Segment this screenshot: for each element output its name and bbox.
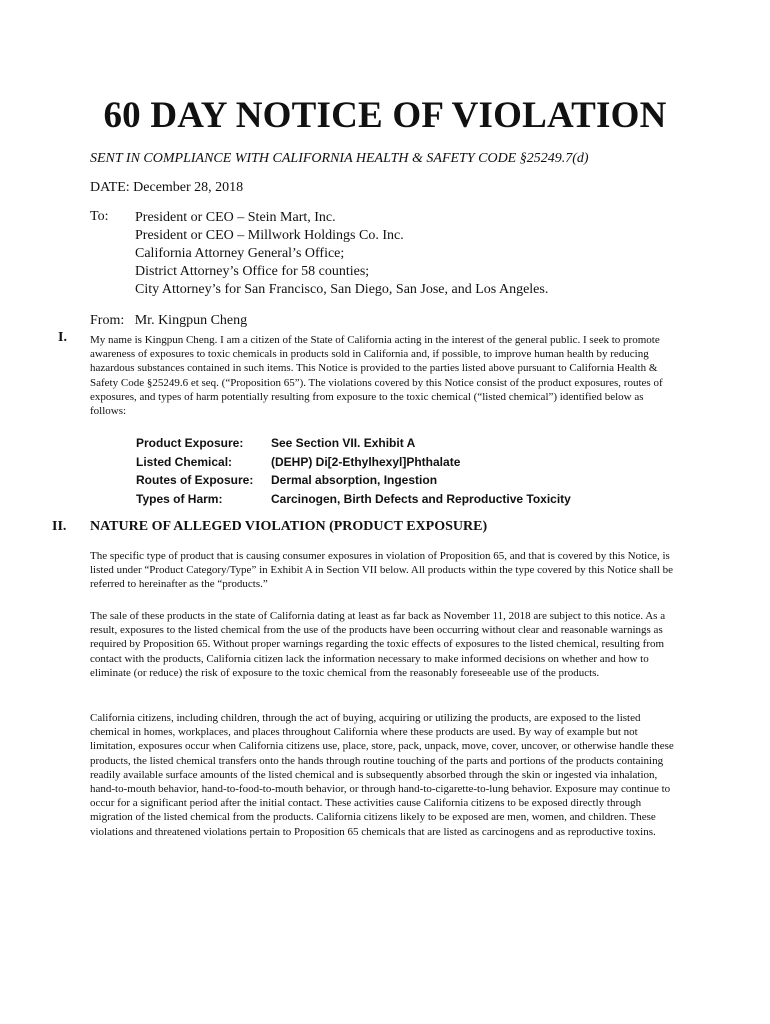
section2-paragraph-1: The specific type of product that is causing consumer exposures in violation of Proposition 65, and that is covered by this Notice, is listed under “Product Category/Type” in Exhibit A in Section VII below. All products within the type covered by this Notice shall be referred to hereinafter as the “products.” [90,550,674,591]
page-title: 60 DAY NOTICE OF VIOLATION [103,95,667,136]
recipient-item: City Attorney’s for San Francisco, San Diego, San Jose, and Los Angeles. [135,282,549,297]
recipient-item: President or CEO – Stein Mart, Inc. [135,210,336,225]
fact-label: Routes of Exposure: [136,473,254,487]
fact-row [136,490,571,509]
fact-row [136,434,571,453]
subtitle: SENT IN COMPLIANCE WITH CALIFORNIA HEALTH & SAFETY CODE §25249.7(d) [90,151,589,166]
section2-paragraph-2: The sale of these products in the state of California dating at least as far back as November 11, 2018 are subject to this notice. As a result, exposures to the listed chemical from the use of the products have been occurring without clear and reasonable warnings as required by Proposition 65. Without proper warnings regarding the toxic effects of exposures to the listed chemical, resulting from contact with the products, California citizen lack the information necessary to make informed decisions on whether and how to eliminate (or reduce) the risk of exposure to the toxic chemical from the reasonably foreseeable use of the products. [90,610,666,679]
recipient-list [135,209,548,299]
fact-value: (DEHP) Di[2-Ethylhexyl]Phthalate [271,454,461,469]
fact-value: See Section VII. Exhibit A [271,436,416,450]
section2-paragraph-3: California citizens, including children, through the act of buying, acquiring or utilizing the products, are exposed to the listed chemical in homes, workplaces, and places throughout California where these products are used. By way of example but not limitation, exposures occur when California citizens use, place, store, pack, unpack, move, cover, uncover, or otherwise handle these products, the listed chemical transfers onto the hands through routine touching of the parts and portions of the products containing readily available surface amounts of the listed chemical and is subsequently absorbed through the skin or ingested via inhalation, hand-to-mouth behavior, hand-to-food-to-mouth behavior, or through hand-to-cigarette-to-lung behavior. Exposure may continue to occur for a significant period after the initial contact. These activities cause California citizens to be exposed directly through migration of the listed chemical from the products. California citizens likely to be exposed are men, women, and children. These violations and threatened violations pertain to Proposition 65 chemicals that are listed as carcinogens and as reproductive toxins. [90,712,674,838]
recipient-item: District Attorney’s Office for 58 counties; [135,264,370,279]
section-heading: NATURE OF ALLEGED VIOLATION (PRODUCT EXPOSURE) [90,519,488,534]
recipient-item: California Attorney General’s Office; [135,246,345,261]
fact-label: Listed Chemical: [136,454,233,469]
section-numeral-1: I. [58,330,67,345]
fact-label: Product Exposure: [136,436,244,450]
fact-label: Types of Harm: [136,491,223,506]
violation-facts [136,434,571,508]
section-numeral-2: II. [52,519,67,534]
fact-value: Dermal absorption, Ingestion [271,473,438,487]
fact-value: Carcinogen, Birth Defects and Reproductive Toxicity [271,491,571,506]
recipient-item: President or CEO – Millwork Holdings Co. Inc. [135,228,404,243]
from-line: From: Mr. Kingpun Cheng [90,313,248,328]
fact-row [136,453,571,472]
fact-row [136,471,571,490]
to-label: To: [90,209,109,224]
intro-paragraph: My name is Kingpun Cheng. I am a citizen of the State of California acting in the interest of the general public. I seek to promote awareness of exposures to toxic chemicals in products sold in California and, if possible, to improve human health by reducing hazardous substances contained in such items. This Notice is provided to the parties listed above pursuant to California Health & Safety Code §25249.6 et seq. (“Proposition 65”). The violations covered by this Notice consist of the product exposures, routes of exposures, and types of harm potentially resulting from exposure to the toxic chemical (“listed chemical”) identified below as follows: [90,334,663,418]
notice-date: DATE: December 28, 2018 [90,180,244,195]
